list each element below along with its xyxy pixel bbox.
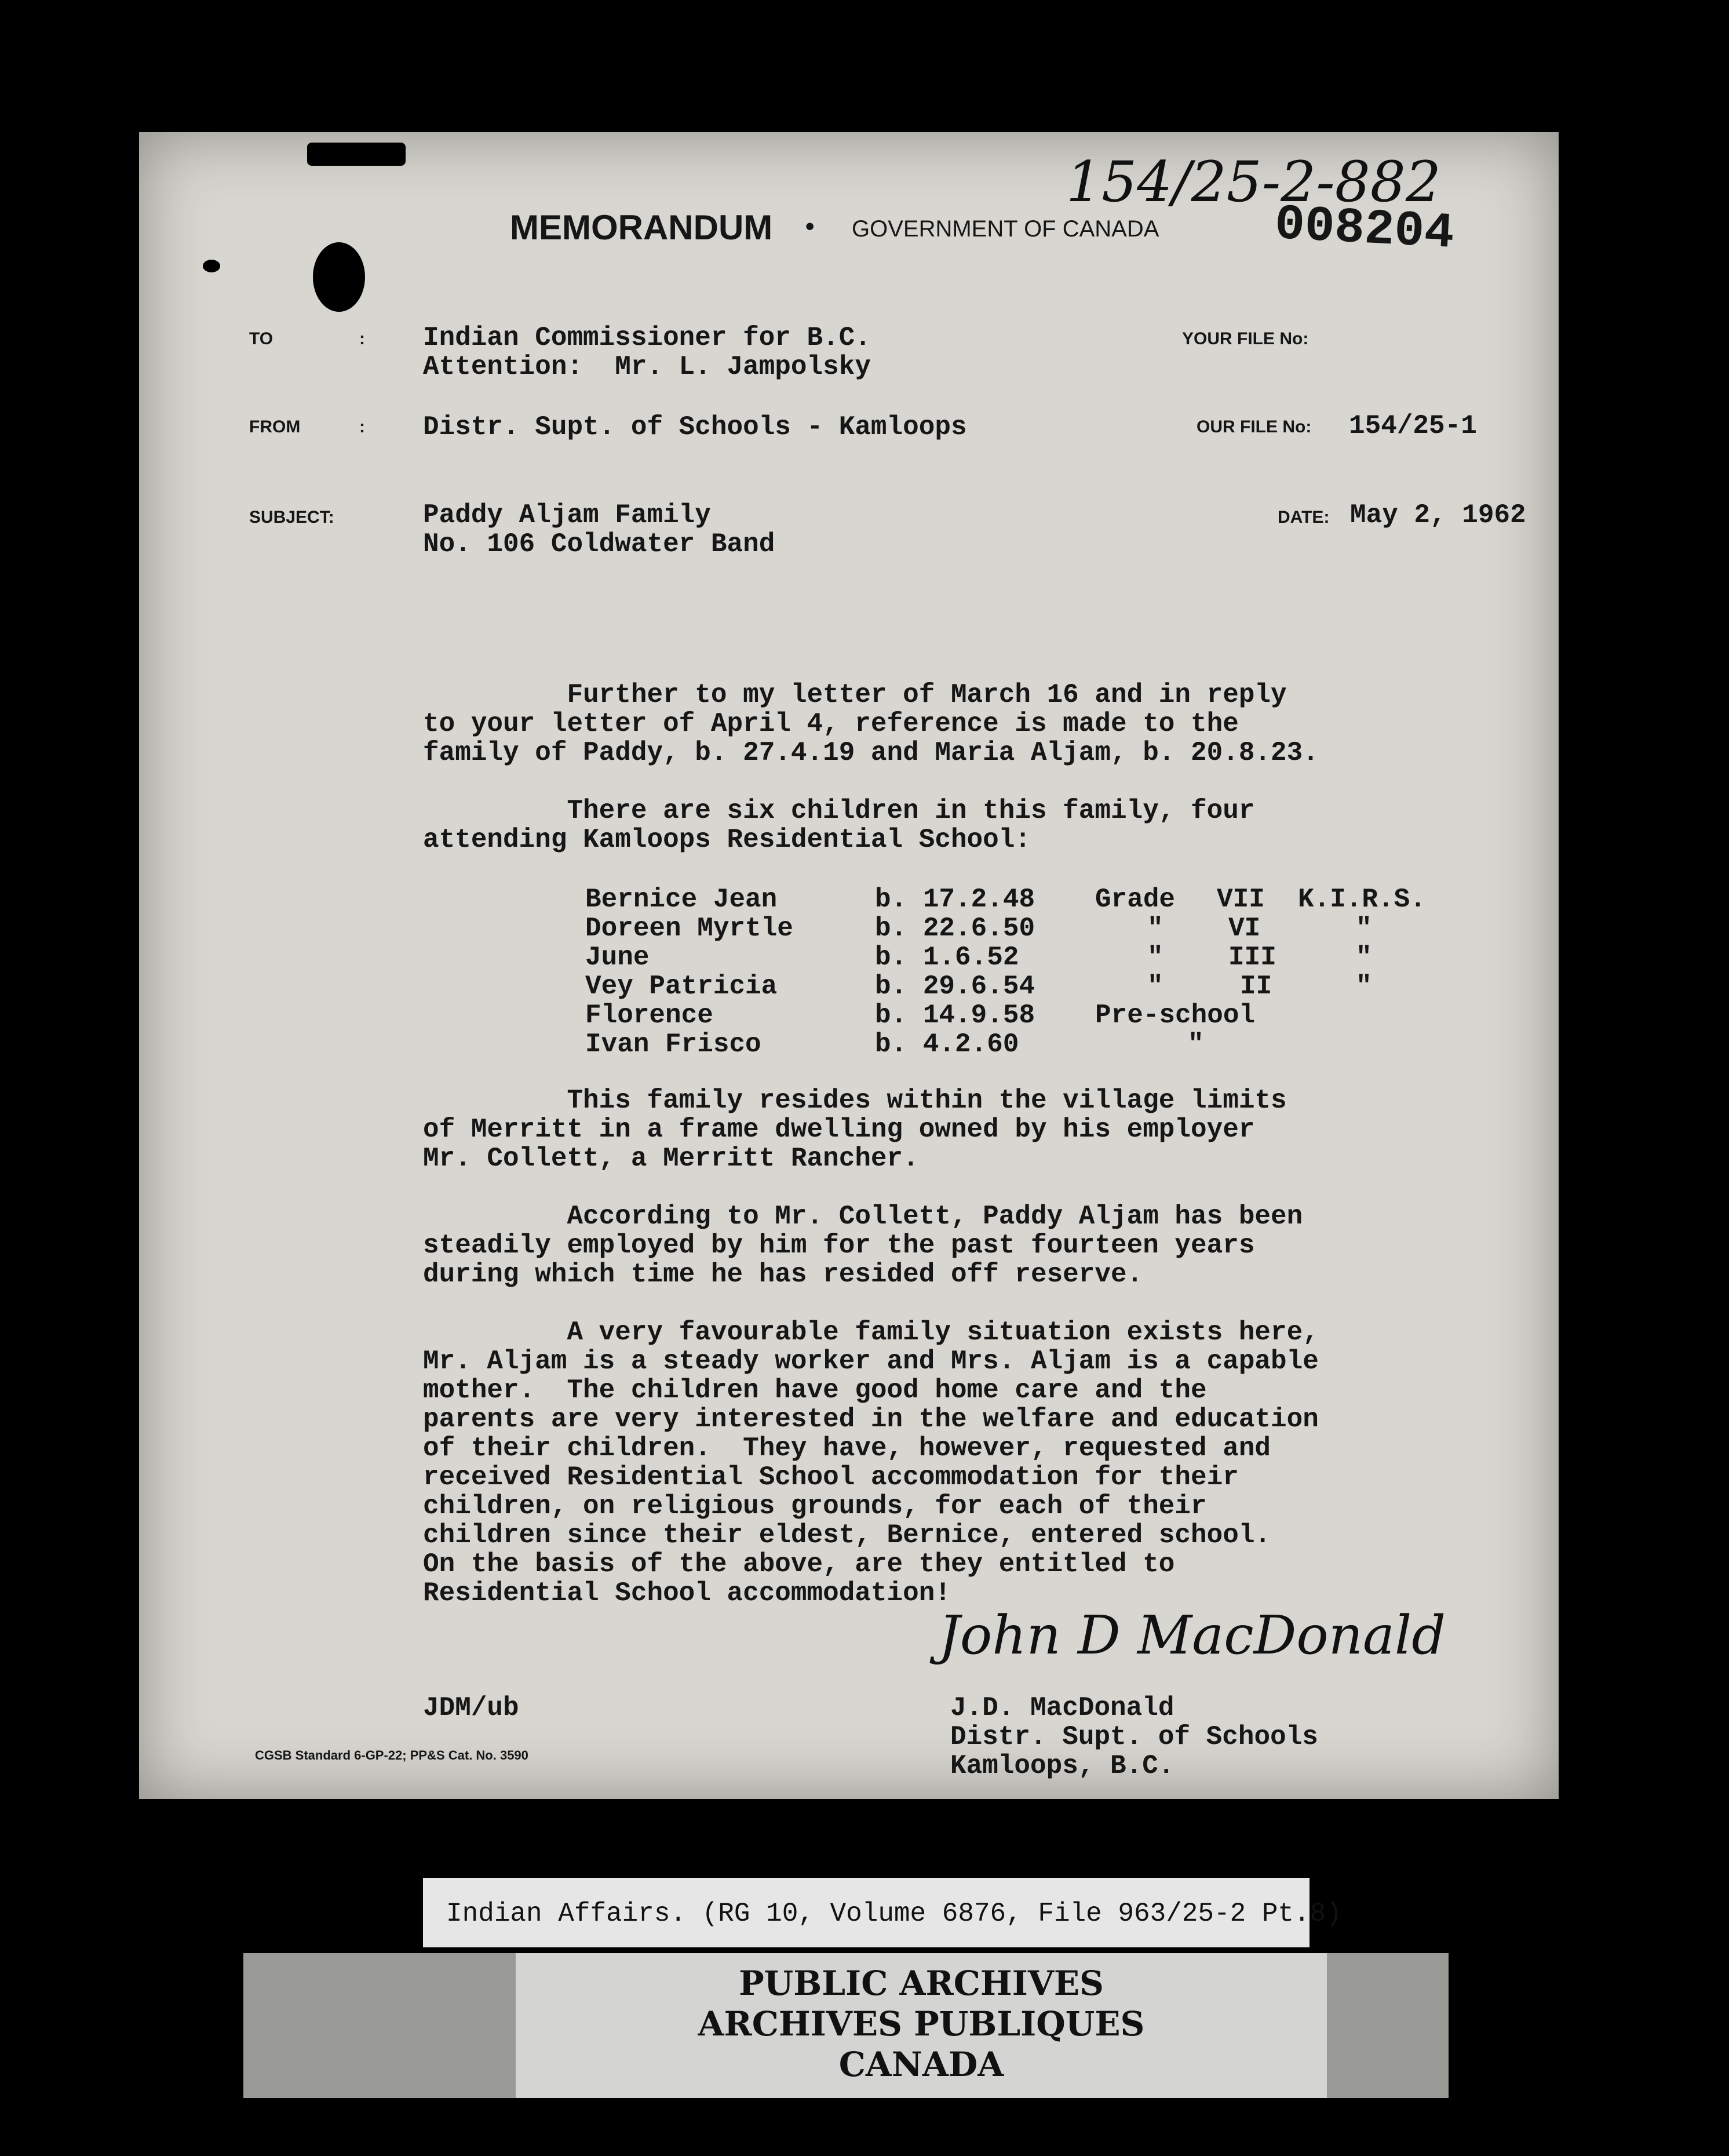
child-name: Doreen Myrtle [585, 913, 793, 944]
child-birth: b. 14.9.58 [875, 1000, 1035, 1030]
paragraph-line: steadily employed by him for the past fourteen years [423, 1230, 1255, 1261]
child-school: " [1356, 942, 1372, 973]
paragraph-line: This family resides within the village limits [423, 1086, 1287, 1116]
child-name: Ivan Frisco [585, 1029, 761, 1059]
to-colon: : [359, 329, 365, 348]
archive-stamp-strip [243, 1953, 1449, 2098]
child-name: June [585, 942, 650, 973]
archive-reference: Indian Affairs. (RG 10, Volume 6876, File 963/25-2 Pt.8) [446, 1899, 1342, 1929]
child-name: Florence [585, 1000, 713, 1030]
paragraph-line: On the basis of the above, are they entitled to [423, 1549, 1175, 1579]
child-level: VI [1228, 913, 1261, 944]
paragraph-line: family of Paddy, b. 27.4.19 and Maria Aljam, b. 20.8.23. [423, 738, 1319, 768]
date-value: May 2, 1962 [1350, 500, 1526, 530]
subject-line1: Paddy Aljam Family [423, 500, 711, 530]
paragraph-line: of Merritt in a frame dwelling owned by his employer [423, 1115, 1255, 1145]
child-birth: b. 29.6.54 [875, 971, 1035, 1001]
to-label: TO [249, 329, 273, 348]
to-line1: Indian Commissioner for B.C. [423, 323, 871, 353]
child-level: II [1240, 971, 1272, 1001]
paragraph-line: received Residential School accommodation for their [423, 1462, 1239, 1492]
signer-place: Kamloops, B.C. [950, 1751, 1174, 1781]
stamp-line-3: CANADA [838, 2045, 1004, 2084]
subject-label: SUBJECT: [249, 508, 334, 527]
date-label: DATE: [1278, 508, 1330, 527]
paragraph-line: Mr. Aljam is a steady worker and Mrs. Aljam is a capable [423, 1346, 1319, 1376]
paragraph-line: There are six children in this family, four [423, 796, 1255, 826]
from-value: Distr. Supt. of Schools - Kamloops [423, 412, 967, 442]
our-file-label: OUR FILE No: [1197, 417, 1312, 436]
archive-reference-strip [423, 1878, 1342, 1947]
paragraph-line: Further to my letter of March 16 and in reply [423, 680, 1287, 710]
paragraph-line: of their children. They have, however, requested and [423, 1433, 1271, 1463]
stamp-line-1: PUBLIC ARCHIVES [739, 1964, 1104, 2003]
from-colon: : [359, 417, 365, 436]
paragraph-line: A very favourable family situation exists here, [423, 1317, 1319, 1348]
paragraph-line: Residential School accommodation! [423, 1578, 951, 1608]
child-birth: b. 4.2.60 [875, 1029, 1019, 1059]
public-archives-stamp [516, 1953, 1327, 2098]
child-grade: Grade [1095, 884, 1176, 915]
title-bullet: • [805, 212, 815, 241]
child-birth: b. 17.2.48 [875, 884, 1035, 915]
ink-blot [313, 242, 365, 312]
child-grade: " [1147, 913, 1163, 944]
from-label: FROM [249, 417, 301, 436]
hole-punch-mark [307, 143, 406, 166]
child-level: III [1228, 942, 1276, 973]
government-of-canada: GOVERNMENT OF CANADA [852, 216, 1159, 242]
signer-title: Distr. Supt. of Schools [950, 1722, 1318, 1752]
child-grade: " [1147, 942, 1163, 973]
ink-spot [203, 260, 220, 272]
paragraph-line: attending Kamloops Residential School: [423, 825, 1031, 855]
typist-initials: JDM/ub [423, 1693, 519, 1723]
memo-title: MEMORANDUM [510, 208, 773, 247]
child-birth: b. 22.6.50 [875, 913, 1035, 944]
child-school: " [1356, 971, 1372, 1001]
handwritten-signature: John D MacDonald [939, 1604, 1446, 1666]
subject-line2: No. 106 Coldwater Band [423, 529, 775, 559]
signer-name: J.D. MacDonald [950, 1693, 1174, 1723]
form-code: CGSB Standard 6-GP-22; PP&S Cat. No. 3590 [255, 1748, 528, 1762]
child-level: VII [1217, 884, 1265, 915]
your-file-label: YOUR FILE No: [1182, 329, 1309, 348]
paragraph-line: mother. The children have good home care and the [423, 1375, 1207, 1405]
paragraph-line: Mr. Collett, a Merritt Rancher. [423, 1143, 919, 1174]
paragraph-line: children since their eldest, Bernice, entered school. [423, 1520, 1271, 1550]
child-school: " [1356, 913, 1372, 944]
child-name: Vey Patricia [585, 971, 778, 1001]
paragraph-line: parents are very interested in the welfare and education [423, 1404, 1319, 1434]
child-grade: Pre-school [1095, 1000, 1256, 1030]
paragraph-line: during which time he has resided off reserve. [423, 1259, 1143, 1290]
to-line2: Attention: Mr. L. Jampolsky [423, 352, 871, 382]
child-grade: " [1147, 971, 1163, 1001]
child-school: K.I.R.S. [1298, 884, 1426, 915]
memo-page [139, 132, 1559, 1799]
stamp-line-2: ARCHIVES PUBLIQUES [698, 2004, 1145, 2044]
our-file-value: 154/25-1 [1349, 411, 1477, 441]
child-name: Bernice Jean [585, 884, 778, 915]
handwritten-file-number: 154/25-2-882 [1066, 150, 1441, 214]
serial-number: 008204 [1273, 195, 1456, 263]
paragraph-line: to your letter of April 4, reference is made to the [423, 709, 1239, 739]
child-birth: b. 1.6.52 [875, 942, 1019, 973]
paragraph-line: children, on religious grounds, for each of their [423, 1491, 1207, 1521]
child-level: " [1188, 1029, 1204, 1059]
paragraph-line: According to Mr. Collett, Paddy Aljam has been [423, 1201, 1303, 1232]
